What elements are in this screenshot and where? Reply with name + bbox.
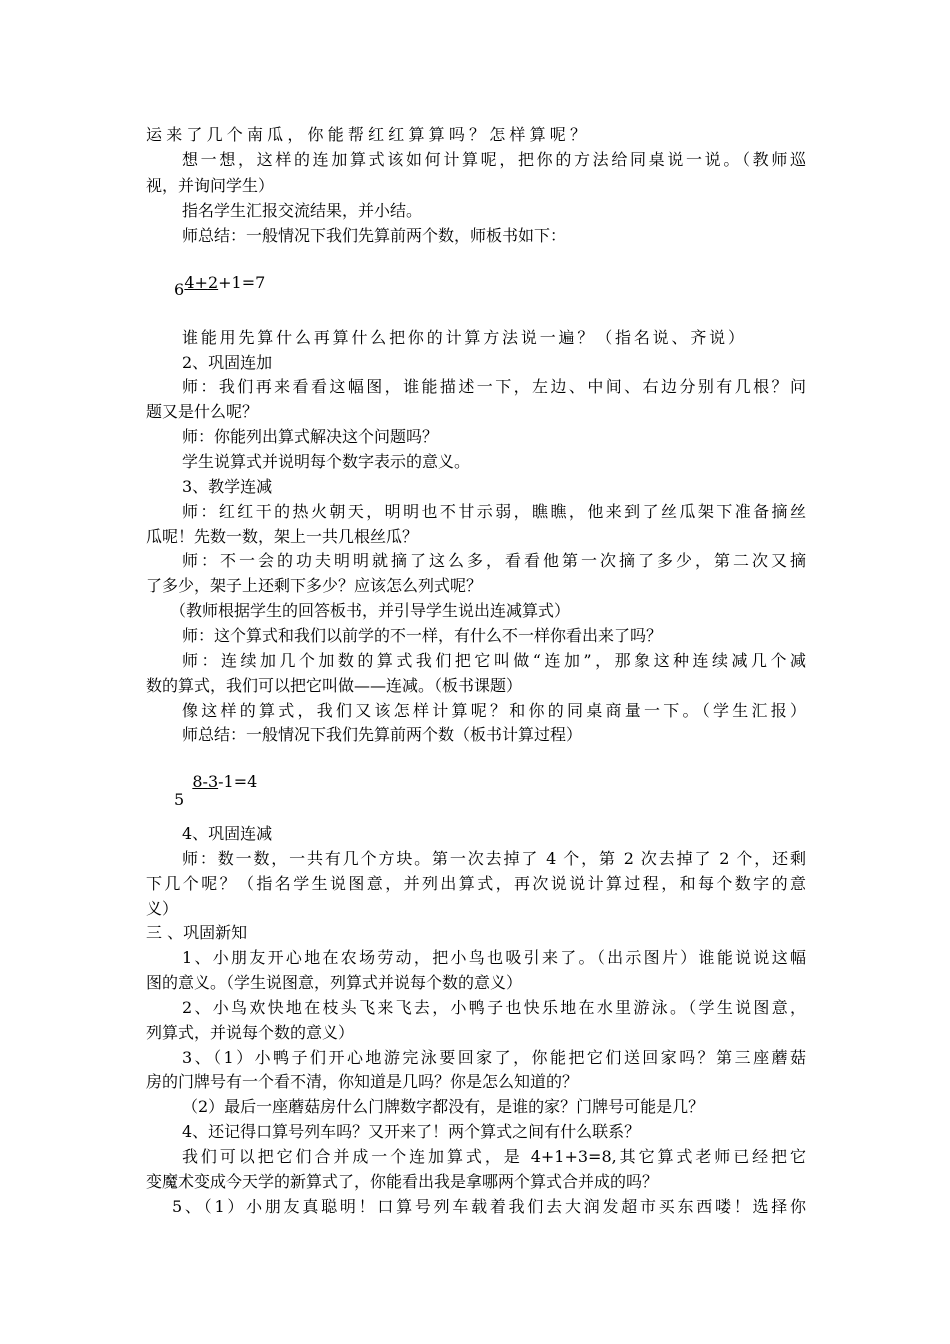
text-line: 变魔术变成今天学的新算式了，你能看出我是拿哪两个算式合并成的吗？ — [146, 1172, 659, 1191]
text-line: 了多少，架子上还剩下多少？应该怎么列式呢？ — [146, 576, 483, 595]
text-line: 像这样的算式，我们又该怎样计算呢？和你的同桌商量一下。（学生汇报） — [182, 701, 806, 720]
text-line: 我们可以把它们合并成一个连加算式，是 4+1+3=8,其它算式老师已经把它 — [182, 1147, 806, 1166]
text-line: 师：我们再来看看这幅图，谁能描述一下，左边、中间、右边分别有几根？问 — [182, 377, 806, 396]
formula-remainder: -1=4 — [218, 772, 258, 791]
text-line: 3、（1）小鸭子们开心地游完泳要回家了，你能把它们送回家吗？第三座蘑菇 — [182, 1048, 806, 1067]
text-line: 师：连续加几个加数的算式我们把它叫做“连加”，那象这种连续减几个减 — [182, 651, 806, 670]
text-line: 数的算式，我们可以把它叫做——连减。（板书课题） — [146, 676, 523, 695]
formula-operator: - — [202, 772, 208, 791]
text-line: 师总结：一般情况下我们先算前两个数，师板书如下： — [182, 226, 567, 245]
formula-remainder: +1=7 — [218, 273, 266, 292]
text-line: 谁能用先算什么再算什么把你的计算方法说一遍？（指名说、齐说） — [182, 328, 744, 347]
text-line: 列算式，并说每个数的意义） — [146, 1023, 355, 1042]
formula-first-operand: 8 — [192, 772, 203, 791]
section-heading: 2、巩固连加 — [182, 353, 273, 372]
text-line: 2、小鸟欢快地在枝头飞来飞去，小鸭子也快乐地在水里游泳。（学生说图意， — [182, 998, 806, 1017]
formula-second-operand: 3 — [207, 772, 219, 791]
section-heading: 3、教学连减 — [182, 477, 273, 496]
text-line: 瓜呢！先数一数，架上一共几根丝瓜？ — [146, 527, 419, 546]
text-line: 1、小朋友开心地在农场劳动，把小鸟也吸引来了。（出示图片）谁能说说这幅 — [182, 948, 806, 967]
text-line: 运来了几个南瓜，你能帮红红算算吗？怎样算呢？ — [146, 125, 586, 144]
formula-operator: + — [194, 273, 208, 292]
formula-intermediate-result: 5 — [174, 790, 185, 809]
formula-second-operand: 2 — [207, 273, 219, 292]
text-line: 师：数一数，一共有几个方块。第一次去掉了 4 个，第 2 次去掉了 2 个，还剩 — [182, 849, 806, 868]
text-line: 师：不一会的功夫明明就摘了这么多，看看他第一次摘了多少，第二次又摘 — [182, 551, 806, 570]
section-heading: 三 、巩固新知 — [146, 923, 248, 942]
formula-intermediate-result: 6 — [174, 280, 185, 299]
text-line: 房的门牌号有一个看不清，你知道是几吗？你是怎么知道的？ — [146, 1072, 579, 1091]
text-line: 师：红红干的热火朝天，明明也不甘示弱，瞧瞧，他来到了丝瓜架下准备摘丝 — [182, 502, 806, 521]
text-line: 师：你能列出算式解决这个问题吗？ — [182, 427, 439, 446]
text-line: 师总结：一般情况下我们先算前两个数（板书计算过程） — [182, 725, 583, 744]
text-line: （教师根据学生的回答板书，并引导学生说出连减算式） — [170, 601, 571, 620]
text-line: 题又是什么呢？ — [146, 402, 259, 421]
formula-first-operand: 4 — [184, 273, 195, 292]
text-line: （2）最后一座蘑菇房什么门牌数字都没有，是谁的家？门牌号可能是几？ — [182, 1097, 705, 1116]
text-line: 义） — [146, 899, 179, 918]
text-line: 5、（1）小朋友真聪明！口算号列车载着我们去大润发超市买东西喽！选择你 — [172, 1197, 806, 1216]
text-line: 下几个呢？（指名学生说图意，并列出算式，再次说说计算过程，和每个数字的意 — [146, 874, 806, 893]
text-line: 学生说算式并说明每个数字表示的意义。 — [182, 452, 471, 471]
text-line: 视，并询问学生） — [146, 176, 275, 195]
text-line: 4、还记得口算号列车吗？又开来了！两个算式之间有什么联系？ — [182, 1122, 641, 1141]
text-line: 图的意义。（学生说图意，列算式并说每个数的意义） — [146, 973, 523, 992]
text-line: 想一想，这样的连加算式该如何计算呢，把你的方法给同桌说一说。（教师巡 — [182, 150, 806, 169]
section-heading: 4、巩固连减 — [182, 824, 273, 843]
text-line: 师：这个算式和我们以前学的不一样，有什么不一样你看出来了吗？ — [182, 626, 663, 645]
text-line: 指名学生汇报交流结果，并小结。 — [182, 201, 423, 220]
